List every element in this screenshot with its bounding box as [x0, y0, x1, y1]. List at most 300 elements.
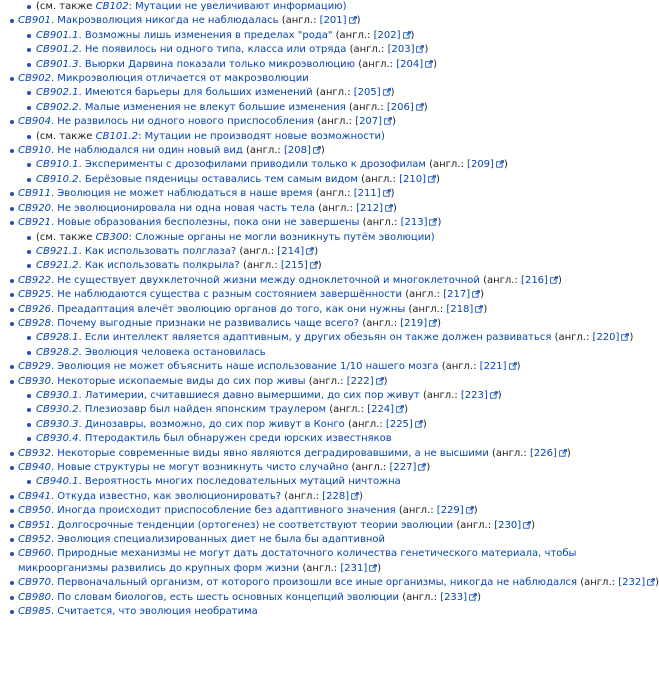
reference-number[interactable]: 229: [440, 505, 460, 517]
english-label: (англ.:: [362, 217, 401, 229]
reference-link[interactable]: [440, 592, 467, 603]
item-code-link[interactable]: CB920: [18, 202, 51, 214]
list-item: [0, 101, 640, 115]
bullet-icon: [10, 149, 14, 153]
ref-bracket-open: [: [440, 591, 445, 603]
item-code-link[interactable]: CB940.1: [36, 476, 79, 488]
reference-link[interactable]: [277, 246, 304, 257]
english-label: (англ.:: [281, 15, 320, 27]
reference-link[interactable]: [593, 332, 620, 343]
reference-number[interactable]: 226: [533, 447, 553, 459]
item-code-link[interactable]: CB930.3: [36, 418, 79, 430]
item-title-link[interactable]: . Вероятность многих последовательных мутаций ничтожна: [78, 476, 401, 488]
item-title-link[interactable]: . Преадаптация влечёт эволюцию органов до того, как они нужны: [50, 303, 406, 315]
item-title-link[interactable]: . Макроэволюция никогда не наблюдалась: [50, 15, 279, 27]
item-title-link[interactable]: . Плезиозавр был найден японским траулером: [78, 404, 327, 416]
reference-number[interactable]: 204: [400, 58, 420, 70]
list-item: [0, 43, 640, 57]
item-code-link[interactable]: CB102: [95, 1, 129, 12]
reference-link[interactable]: [374, 30, 401, 41]
item-code-link[interactable]: CB910: [18, 145, 51, 157]
reference-number[interactable]: 211: [357, 188, 377, 200]
ref-bracket-close: ]: [342, 15, 347, 27]
ref-bracket-close: ]: [502, 361, 507, 373]
list-item: [0, 58, 640, 72]
item-code-link[interactable]: CB904: [18, 116, 51, 128]
external-link-icon[interactable]: [550, 276, 558, 284]
item-code-link[interactable]: CB930.2: [36, 404, 79, 416]
list-item: [0, 274, 640, 288]
item-title-link[interactable]: . Динозавры, возможно, до сих пор живут в Конго: [78, 418, 345, 430]
list-item: [0, 447, 640, 461]
reference-link[interactable]: [355, 116, 382, 127]
reference-link[interactable]: [400, 318, 427, 329]
item-code-link[interactable]: CB902.1: [36, 87, 79, 99]
ref-bracket-open: [: [322, 490, 327, 502]
list-item: [0, 202, 640, 216]
english-label: (англ.:: [398, 505, 437, 517]
item-code-link[interactable]: CB980: [18, 591, 51, 603]
item-code-link[interactable]: CB960: [18, 548, 51, 560]
bullet-icon: [10, 120, 14, 124]
item-code-link[interactable]: CB901: [18, 15, 51, 27]
bullet-icon: [10, 293, 14, 297]
english-label: (англ.:: [554, 332, 593, 344]
ref-bracket-open: [: [353, 87, 358, 99]
english-label: (англ.:: [239, 245, 278, 257]
external-link-icon[interactable]: [351, 492, 359, 500]
reference-number[interactable]: 231: [344, 562, 364, 574]
ref-bracket-open: [: [494, 519, 499, 531]
reference-number[interactable]: 207: [359, 116, 379, 128]
reference-link[interactable]: [354, 188, 381, 199]
item-code-link[interactable]: CB911: [18, 188, 51, 200]
ref-bracket-close: ]: [300, 245, 305, 257]
external-link-icon[interactable]: [396, 405, 404, 413]
item-title-link[interactable]: . Иногда происходит приспособление без адаптивного значения: [50, 505, 396, 517]
item-code-link[interactable]: CB951: [18, 519, 51, 531]
ref-bracket-open: [: [389, 462, 394, 473]
item-title-link[interactable]: . Эволюция не может объяснить наше использование 1/10 нашего мозга: [50, 361, 439, 373]
list-item: [0, 72, 640, 86]
reference-link[interactable]: [437, 505, 464, 516]
reference-link[interactable]: [443, 289, 470, 300]
english-close: ): [477, 591, 481, 603]
reference-number[interactable]: 214: [281, 245, 301, 257]
ref-bracket-close: ]: [459, 505, 464, 517]
external-link-icon[interactable]: [559, 449, 567, 457]
item-title-link[interactable]: . Новые структуры не могут возникнуть чисто случайно: [50, 462, 349, 473]
item-title-link[interactable]: : Сложные органы не могли возникнуть путём эволюции): [128, 231, 435, 243]
bullet-icon: [27, 63, 31, 67]
reference-number[interactable]: 232: [622, 577, 642, 589]
item-code-link[interactable]: CB925: [18, 289, 51, 301]
reference-number[interactable]: 230: [498, 519, 518, 531]
reference-number[interactable]: 202: [377, 29, 397, 41]
english-close: ): [531, 519, 536, 531]
item-title-link[interactable]: . Не эволюционировала ни одна новая часть тела: [50, 202, 315, 214]
reference-link[interactable]: [388, 44, 415, 55]
ref-bracket-open: [: [353, 188, 358, 200]
list-item: [0, 375, 640, 389]
reference-number[interactable]: 223: [464, 389, 484, 401]
item-code-link[interactable]: CB941: [18, 490, 51, 502]
item-title-link[interactable]: . Вьюрки Дарвина показали только микроэволюцию: [78, 58, 356, 70]
reference-link[interactable]: [284, 145, 311, 156]
reference-number[interactable]: 220: [596, 332, 616, 344]
reference-link[interactable]: [281, 260, 308, 271]
english-label: (англ.:: [429, 159, 468, 171]
ref-bracket-open: [: [319, 15, 324, 27]
english-close: ): [392, 116, 396, 128]
english-close: ): [566, 447, 571, 459]
reference-number[interactable]: 216: [524, 274, 545, 286]
bullet-icon: [10, 552, 14, 556]
external-link-icon[interactable]: [313, 146, 321, 154]
item-title-link[interactable]: . Если интеллект является адаптивным, у других обезьян он также должен развиваться: [78, 332, 552, 344]
item-title-link[interactable]: . Как использовать полглаза?: [78, 245, 237, 257]
english-close: ): [377, 562, 382, 574]
english-close: ): [390, 188, 395, 200]
list-item: [0, 331, 640, 345]
item-title-link[interactable]: . Почему выгодные признаки не развивались чаще всего?: [50, 317, 360, 329]
item-code-link[interactable]: CB901.3: [36, 58, 79, 70]
bullet-icon: [27, 480, 31, 484]
external-link-icon[interactable]: [310, 261, 318, 269]
external-link-icon[interactable]: [647, 578, 655, 586]
reference-number[interactable]: 210: [403, 173, 423, 185]
english-label: (англ.:: [284, 490, 323, 502]
item-title-link[interactable]: . Эволюция человека остановилась: [78, 346, 266, 358]
bullet-icon: [10, 207, 14, 211]
english-label: (англ.:: [402, 591, 441, 603]
item-title-link[interactable]: . Не наблюдался ни один новый вид: [50, 145, 243, 157]
reference-number[interactable]: 205: [357, 87, 377, 99]
ref-bracket-close: ]: [641, 577, 646, 589]
english-label: (англ.:: [348, 101, 387, 113]
ref-bracket-open: [: [373, 29, 378, 41]
item-title-link[interactable]: . Некоторые современные виды явно являются деградировавшими, а не высшими: [50, 447, 489, 459]
external-link-icon[interactable]: [385, 204, 393, 212]
english-close: ): [473, 505, 478, 517]
item-code-link[interactable]: CB101.2: [95, 130, 139, 142]
reference-link[interactable]: [461, 390, 488, 401]
english-close: ): [390, 87, 395, 99]
item-code-link[interactable]: CB930.1: [36, 389, 79, 401]
external-link-icon[interactable]: [496, 160, 504, 168]
ref-bracket-open: [: [340, 562, 345, 574]
item-title-link[interactable]: . Берёзовые пяденицы оставались тем самым видом: [78, 173, 358, 185]
item-code-link[interactable]: CB926: [18, 303, 51, 315]
ref-bracket-close: ]: [306, 145, 311, 157]
external-link-icon[interactable]: [384, 117, 392, 125]
item-code-link[interactable]: CB921.1: [36, 245, 79, 257]
bullet-icon: [27, 135, 31, 139]
item-code-link[interactable]: CB300: [95, 231, 129, 243]
item-title-link[interactable]: . Долгосрочные тенденции (ортогенез) не соответствуют теории эволюции: [50, 519, 454, 531]
reference-number[interactable]: 222: [350, 375, 370, 387]
reference-number[interactable]: 208: [287, 145, 307, 157]
ref-bracket-close: ]: [409, 101, 414, 113]
bullet-icon: [27, 163, 31, 167]
item-title-link[interactable]: . Природные механизмы не могут дать достаточного количества генетического материала, чтобы микроорганизмы развились до крупных форм жизни: [18, 548, 577, 574]
english-label: (англ.:: [242, 260, 281, 272]
bullet-icon: [10, 77, 14, 81]
english-close: ): [383, 375, 388, 387]
external-link-icon[interactable]: [523, 521, 531, 529]
english-label: (англ.:: [483, 274, 522, 286]
list-item: [0, 0, 640, 14]
external-link-icon[interactable]: [415, 420, 423, 428]
item-code-link[interactable]: CB985: [18, 606, 51, 618]
english-label: (англ.:: [351, 462, 390, 473]
english-label: (англ.:: [405, 289, 444, 301]
reference-link[interactable]: [389, 462, 416, 473]
english-close: ): [629, 332, 634, 344]
reference-number[interactable]: 233: [444, 591, 464, 603]
reference-link[interactable]: [340, 563, 367, 574]
item-code-link[interactable]: CB929: [18, 361, 51, 373]
ref-bracket-close: ]: [490, 159, 494, 171]
bullet-icon: [10, 509, 14, 513]
ref-bracket-open: [: [387, 44, 392, 56]
ref-bracket-close: ]: [390, 404, 395, 416]
reference-number[interactable]: 206: [390, 101, 410, 113]
item-title-link[interactable]: . Латимерии, считавшиеся давно вымершими, до сих пор живут: [78, 389, 420, 401]
external-link-icon[interactable]: [306, 247, 314, 255]
english-label: (англ.:: [335, 29, 374, 41]
item-code-link[interactable]: CB921: [18, 217, 51, 229]
bullet-icon: [27, 423, 31, 427]
ref-bracket-open: [: [529, 447, 534, 459]
english-close: ): [483, 303, 488, 315]
external-link-icon[interactable]: [403, 31, 411, 39]
external-link-icon[interactable]: [472, 290, 480, 298]
item-title-link[interactable]: . Не появилось ни одного типа, класса или отряда: [78, 44, 347, 56]
reference-number[interactable]: 217: [447, 289, 467, 301]
item-code-link[interactable]: CB928: [18, 317, 51, 329]
ref-bracket-close: ]: [483, 389, 488, 401]
reference-number[interactable]: 213: [404, 217, 424, 229]
external-link-icon[interactable]: [416, 103, 424, 111]
bullet-icon: [27, 91, 31, 95]
see-also-prefix: (см. также: [36, 130, 96, 142]
bullet-icon: [10, 524, 14, 528]
external-link-icon[interactable]: [383, 88, 391, 96]
item-code-link[interactable]: CB921.2: [36, 260, 79, 272]
item-title-link[interactable]: . Не существует двухклеточной жизни между одноклеточной и многоклеточной: [50, 274, 480, 286]
bullet-icon: [27, 34, 31, 38]
item-title-link[interactable]: . Возможны лишь изменения в пределах "рода": [78, 29, 333, 41]
external-link-icon[interactable]: [376, 377, 384, 385]
reference-number[interactable]: 227: [393, 462, 413, 473]
item-title-link[interactable]: : Мутации не производят новые возможности): [138, 130, 385, 142]
external-link-icon[interactable]: [428, 175, 436, 183]
reference-number[interactable]: 221: [483, 361, 503, 373]
reference-number[interactable]: 209: [470, 159, 491, 171]
ref-bracket-open: [: [356, 202, 361, 214]
bullet-icon: [27, 336, 31, 340]
reference-number[interactable]: 212: [360, 202, 380, 214]
external-link-icon[interactable]: [469, 593, 477, 601]
item-title-link[interactable]: . Птеродактиль был обнаружен среди юрских известняков: [78, 433, 392, 445]
bullet-icon: [10, 596, 14, 600]
item-title-link[interactable]: . Новые образования бесполезны, пока они не завершены: [50, 217, 360, 229]
item-title-link[interactable]: . Микроэволюция отличается от макроэволюции: [50, 73, 309, 85]
english-label: (англ.:: [318, 202, 357, 214]
item-title-link[interactable]: . По словам биологов, есть шесть основных концепций эволюции: [50, 591, 400, 603]
reference-link[interactable]: [618, 577, 645, 588]
item-code-link[interactable]: CB950: [18, 505, 51, 517]
item-title-link[interactable]: : Мутации не увеличивают информацию): [128, 1, 347, 12]
item-title-link[interactable]: . Некоторые ископаемые виды до сих пор живы: [50, 375, 306, 387]
reference-link[interactable]: [521, 275, 548, 286]
list-item: [0, 288, 640, 302]
list-item: [0, 519, 640, 533]
item-title-link[interactable]: . Считается, что эволюция необратима: [50, 606, 258, 618]
english-close: ): [393, 202, 397, 214]
english-close: ): [410, 29, 415, 41]
english-close: ): [314, 245, 319, 257]
reference-number[interactable]: 201: [323, 15, 343, 27]
item-title-link[interactable]: . Как использовать полкрыла?: [78, 260, 240, 272]
item-code-link[interactable]: CB932: [18, 447, 51, 459]
item-code-link[interactable]: CB928.1: [36, 332, 79, 344]
reference-link[interactable]: [386, 419, 413, 430]
item-title-link[interactable]: . Откуда известно, как эволюционировать?: [50, 490, 282, 502]
list-item: [0, 504, 640, 518]
list-item: [0, 173, 640, 187]
item-code-link[interactable]: CB910.2: [36, 173, 79, 185]
english-label: (англ.:: [317, 116, 356, 128]
reference-number[interactable]: 228: [326, 490, 346, 502]
reference-number[interactable]: 218: [450, 303, 470, 315]
item-code-link[interactable]: CB901.2: [36, 44, 79, 56]
english-close: ): [433, 58, 438, 70]
list-item: [0, 144, 640, 158]
item-code-link[interactable]: CB928.2: [36, 346, 79, 358]
item-code-link[interactable]: CB922: [18, 274, 51, 286]
reference-link[interactable]: [387, 102, 414, 113]
reference-link[interactable]: [401, 217, 428, 228]
ref-bracket-close: ]: [469, 303, 474, 315]
english-label: (англ.:: [246, 145, 284, 157]
reference-link[interactable]: [356, 203, 383, 214]
ref-bracket-open: [: [280, 260, 285, 272]
ref-bracket-open: [: [386, 101, 391, 113]
english-close: ): [503, 159, 508, 171]
ref-bracket-close: ]: [376, 188, 381, 200]
item-code-link[interactable]: CB930.4: [36, 433, 79, 445]
list-item: [0, 259, 640, 273]
bullet-icon: [10, 221, 14, 225]
list-item: [0, 231, 640, 245]
reference-link[interactable]: [399, 174, 426, 185]
ref-bracket-close: ]: [423, 317, 428, 329]
item-title-link[interactable]: . Не развилось ни одного нового приспособления: [50, 116, 315, 128]
reference-link[interactable]: [446, 304, 473, 315]
external-link-icon[interactable]: [429, 319, 437, 327]
item-title-link[interactable]: . Имеются барьеры для больших изменений: [78, 87, 313, 99]
bullet-icon: [27, 408, 31, 412]
item-title-link[interactable]: . Эксперименты с дрозофилами приводили только к дрозофилам: [78, 159, 426, 171]
reference-number[interactable]: 225: [389, 418, 409, 430]
english-close: ): [497, 389, 502, 401]
english-label: (англ.:: [358, 58, 397, 70]
english-close: ): [655, 577, 659, 589]
english-label: (англ.:: [315, 87, 354, 99]
reference-link[interactable]: [530, 448, 557, 459]
item-code-link[interactable]: CB970: [18, 577, 51, 589]
item-title-link[interactable]: . Эволюция специализированных диет не была бы адаптивной: [50, 534, 386, 546]
item-code-link[interactable]: CB940: [18, 462, 51, 473]
reference-link[interactable]: [367, 404, 394, 415]
reference-link[interactable]: [322, 491, 349, 502]
english-close: ): [404, 404, 408, 416]
item-code-link[interactable]: CB901.1: [36, 29, 79, 41]
ref-bracket-close: ]: [378, 116, 383, 128]
reference-link[interactable]: [320, 15, 347, 26]
english-close: ): [437, 317, 442, 329]
reference-link[interactable]: [354, 87, 381, 98]
ref-bracket-open: [: [346, 375, 351, 387]
external-link-icon[interactable]: [466, 506, 474, 514]
ref-bracket-open: [: [436, 505, 441, 517]
english-label: (англ.:: [492, 447, 530, 459]
bullet-icon: [10, 279, 14, 283]
reference-number[interactable]: 224: [371, 404, 391, 416]
item-title-link[interactable]: . Первоначальный организм, от которого произошли все иные организмы, никогда не наблюдался: [50, 577, 578, 589]
list-item: [0, 158, 640, 172]
ref-bracket-close: ]: [408, 418, 413, 430]
reference-number[interactable]: 215: [284, 260, 304, 272]
external-link-icon[interactable]: [490, 391, 498, 399]
reference-link[interactable]: [494, 520, 521, 531]
reference-link[interactable]: [480, 361, 507, 372]
english-label: (англ.:: [349, 44, 388, 56]
external-link-icon[interactable]: [509, 362, 517, 370]
bullet-icon: [27, 264, 31, 268]
external-link-icon[interactable]: [383, 189, 391, 197]
ref-bracket-close: ]: [544, 274, 548, 286]
list-item: [0, 29, 640, 43]
ref-bracket-open: [: [443, 289, 448, 301]
reference-link[interactable]: [467, 159, 494, 170]
bullet-icon: [10, 380, 14, 384]
external-link-icon[interactable]: [425, 60, 433, 68]
item-title-link[interactable]: . Эволюция не может наблюдаться в наше время: [50, 188, 313, 200]
item-code-link[interactable]: CB902: [18, 73, 51, 85]
bullet-icon: [10, 452, 14, 456]
reference-number[interactable]: 203: [391, 44, 411, 56]
list-item: [0, 303, 640, 317]
list-item: [0, 216, 640, 230]
reference-number[interactable]: 219: [404, 317, 424, 329]
english-close: ): [424, 44, 429, 56]
bullet-icon: [27, 236, 31, 240]
item-title-link[interactable]: . Не наблюдаются существа с разным состоянием завершённости: [50, 289, 403, 301]
item-code-link[interactable]: CB930: [18, 375, 51, 387]
reference-link[interactable]: [396, 59, 423, 70]
item-title-link[interactable]: . Малые изменения не влекут большие изменения: [78, 101, 346, 113]
ref-bracket-close: ]: [345, 490, 350, 502]
item-code-link[interactable]: CB952: [18, 534, 51, 546]
item-code-link[interactable]: CB910.1: [36, 159, 79, 171]
english-label: (англ.:: [441, 361, 480, 373]
item-code-link[interactable]: CB902.2: [36, 101, 79, 113]
reference-link[interactable]: [347, 376, 374, 387]
external-link-icon[interactable]: [349, 16, 357, 24]
